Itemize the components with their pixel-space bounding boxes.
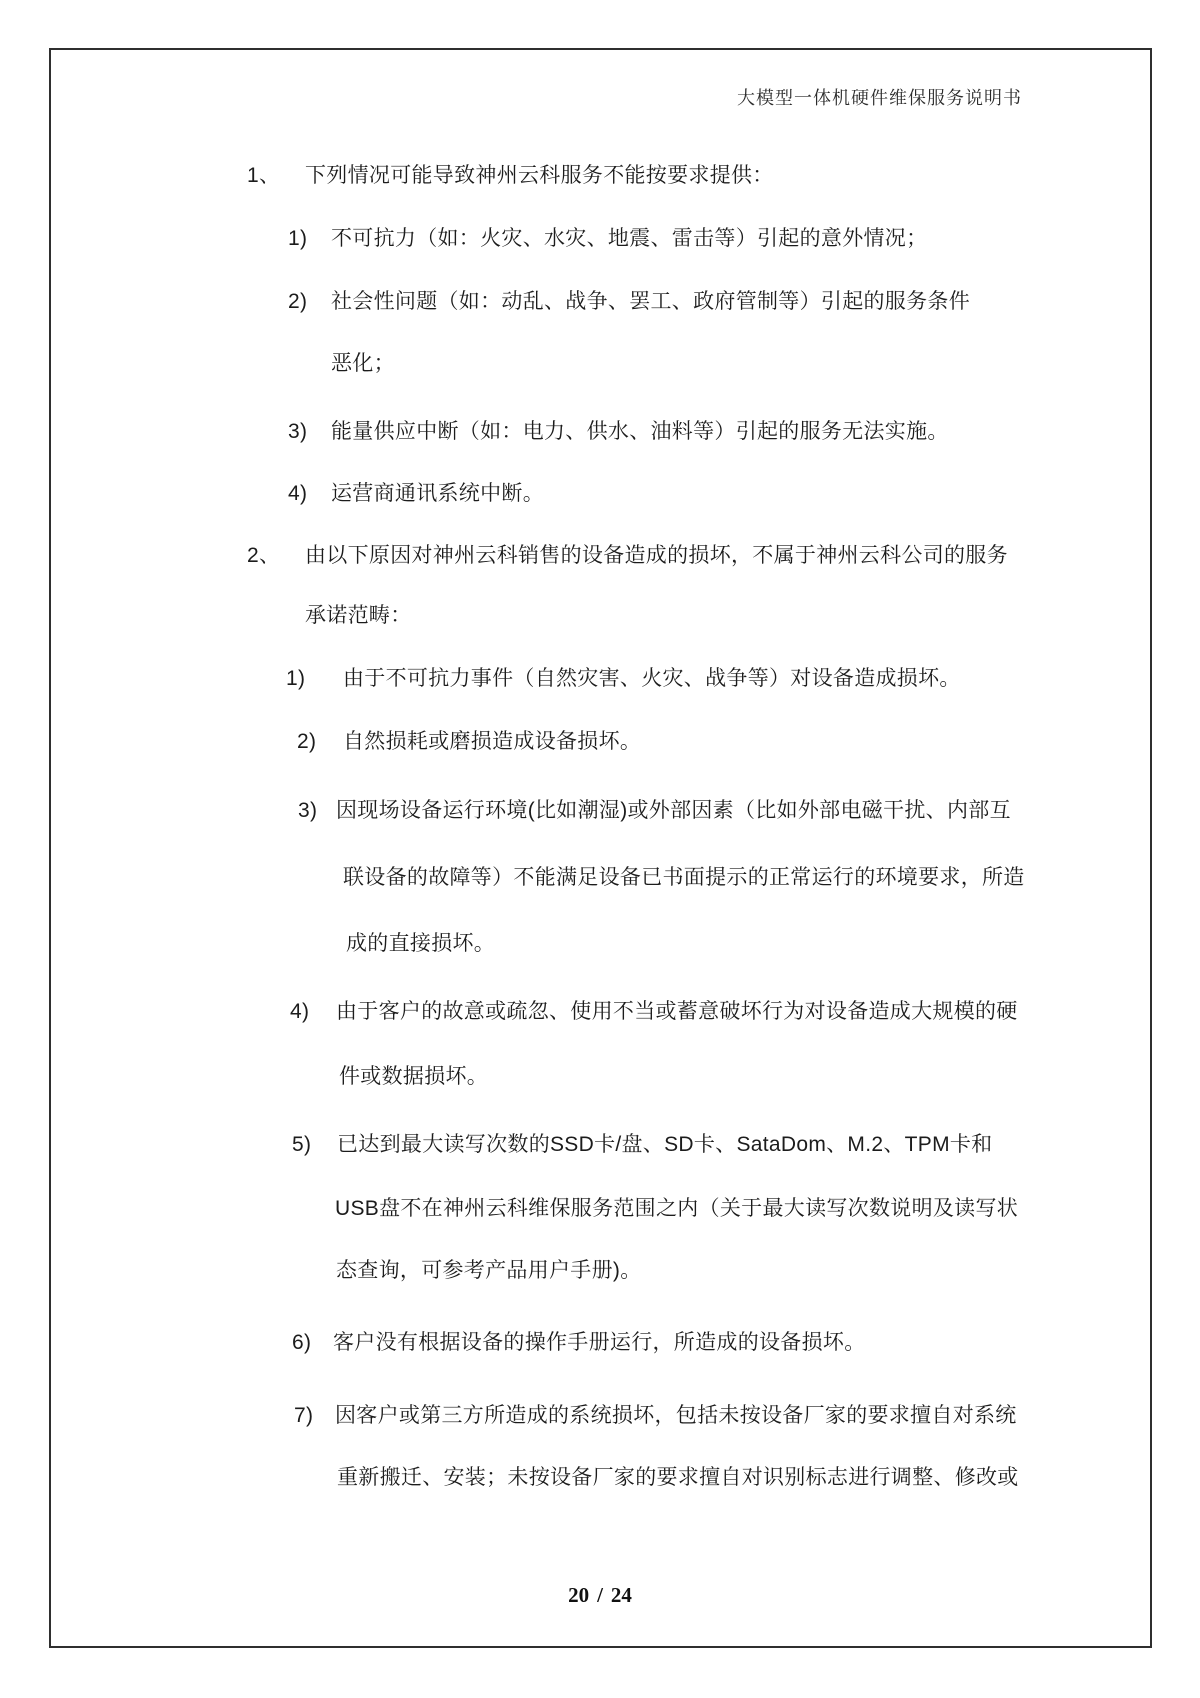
line-text: 承诺范畴： — [305, 604, 412, 627]
line-text: 件或数据损坏。 — [339, 1065, 489, 1088]
line-text: 客户没有根据设备的操作手册运行，所造成的设备损坏。 — [333, 1331, 866, 1354]
line-text: 能量供应中断（如：电力、供水、油料等）引起的服务无法实施。 — [331, 420, 949, 443]
line-number: 3) — [298, 799, 318, 822]
line-text: 已达到最大读写次数的SSD卡/盘、SD卡、SataDom、M.2、TPM卡和 — [337, 1133, 993, 1156]
line-text: 自然损耗或磨损造成设备损坏。 — [343, 730, 642, 753]
page-number — [0, 1583, 1200, 1608]
list-line — [0, 288, 1200, 316]
list-line — [0, 1063, 1200, 1091]
list-line — [0, 728, 1200, 756]
line-text: 重新搬迁、安装；未按设备厂家的要求擅自对识别标志进行调整、修改或 — [337, 1466, 1019, 1489]
line-text: 联设备的故障等）不能满足设备已书面提示的正常运行的环境要求，所造 — [343, 866, 1025, 889]
line-text: 运营商通讯系统中断。 — [331, 482, 544, 505]
list-line — [0, 864, 1200, 892]
list-line — [0, 1131, 1200, 1159]
line-number: 1、 — [247, 164, 281, 187]
list-line — [0, 418, 1200, 446]
line-text: 态查询，可参考产品用户手册)。 — [336, 1259, 642, 1282]
line-number: 4) — [290, 1000, 310, 1023]
list-line — [0, 930, 1200, 958]
line-number: 2、 — [247, 544, 281, 567]
list-line — [0, 1402, 1200, 1430]
line-number: 3) — [288, 420, 308, 443]
line-number: 2) — [297, 730, 317, 753]
line-number: 2) — [288, 290, 308, 313]
list-line — [0, 602, 1200, 630]
line-text: 因现场设备运行环境(比如潮湿)或外部因素（比如外部电磁干扰、内部互 — [336, 799, 1011, 822]
list-line — [0, 797, 1200, 825]
line-text: 由于不可抗力事件（自然灾害、火灾、战争等）对设备造成损坏。 — [343, 667, 961, 690]
list-line — [0, 665, 1200, 693]
line-text: 成的直接损坏。 — [346, 932, 496, 955]
document-header-title: 大模型一体机硬件维保服务说明书 — [737, 88, 1022, 108]
list-line — [0, 1464, 1200, 1492]
list-line — [0, 998, 1200, 1026]
list-line — [0, 1195, 1200, 1223]
line-text: 由于客户的故意或疏忽、使用不当或蓄意破坏行为对设备造成大规模的硬 — [336, 1000, 1018, 1023]
list-line — [0, 480, 1200, 508]
list-line — [0, 225, 1200, 253]
line-text: 由以下原因对神州云科销售的设备造成的损坏，不属于神州云科公司的服务 — [305, 544, 1008, 567]
list-line — [0, 542, 1200, 570]
line-text: 下列情况可能导致神州云科服务不能按要求提供： — [305, 164, 774, 187]
line-text: USB盘不在神州云科维保服务范围之内（关于最大读写次数说明及读写状 — [335, 1197, 1019, 1220]
list-line — [0, 162, 1200, 190]
line-text: 因客户或第三方所造成的系统损坏，包括未按设备厂家的要求擅自对系统 — [335, 1404, 1017, 1427]
list-line — [0, 1329, 1200, 1357]
list-line — [0, 1257, 1200, 1285]
list-line — [0, 350, 1200, 378]
page-number-current: 20 — [568, 1583, 590, 1607]
line-number: 7) — [294, 1404, 314, 1427]
line-number: 1) — [288, 227, 308, 250]
line-number: 5) — [292, 1133, 312, 1156]
page-number-separator: / — [597, 1583, 603, 1607]
line-number: 1) — [286, 667, 306, 690]
page-number-total: 24 — [610, 1583, 632, 1607]
line-text: 恶化； — [331, 352, 395, 375]
line-text: 不可抗力（如：火灾、水灾、地震、雷击等）引起的意外情况； — [331, 227, 928, 250]
line-number: 4) — [288, 482, 308, 505]
line-text: 社会性问题（如：动乱、战争、罢工、政府管制等）引起的服务条件 — [331, 290, 970, 313]
line-number: 6) — [292, 1331, 312, 1354]
